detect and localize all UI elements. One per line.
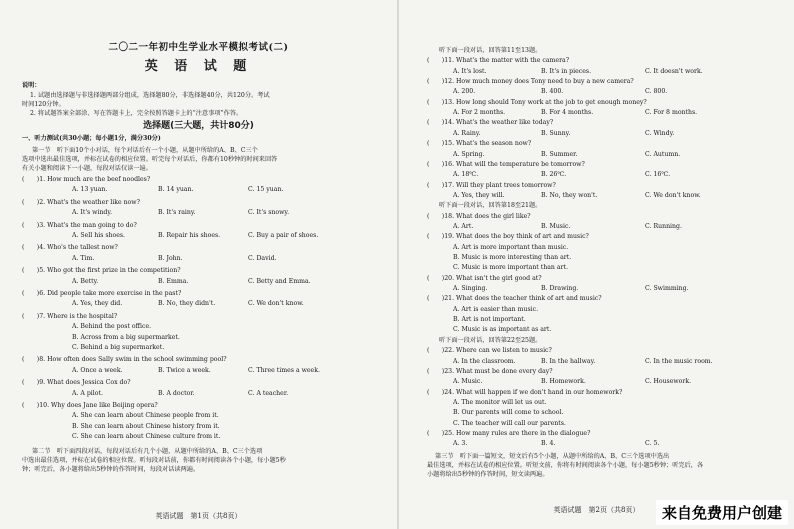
option-b: B. Music. <box>541 222 571 230</box>
question-text: ( )14. What's the weather like today? <box>427 119 554 127</box>
question-text: ( )11. What's the matter with the camera? <box>427 57 570 65</box>
part-heading: 一、听力测试(共30小题；每小题1分，满分30分) <box>22 135 161 142</box>
question-text: ( )16. What will the temperature be tomorrow? <box>427 160 585 168</box>
option-b: B. John. <box>158 254 183 262</box>
question-text: ( )18. What does the girl like? <box>427 212 531 220</box>
notes-heading: 说明： <box>22 82 41 89</box>
question-text: ( )12. How much money does Tony need to buy a new camera? <box>427 78 634 86</box>
instruction-line: 钟；听完后，各小题将给出5秒钟的作答时间，每段对话读两遍。 <box>22 465 200 473</box>
option-a: A. 200. <box>453 88 476 96</box>
instruction-line: 最佳选项，并标在试卷的相应位置。听短文前，你将有时间阅读各个小题，每小题5秒钟；听完后，各 <box>427 461 704 469</box>
question-text: ( )24. What will happen if we don't hand in our homework? <box>427 388 623 396</box>
option-b: B. Drawing. <box>541 285 579 293</box>
option-b: B. A doctor. <box>158 389 195 397</box>
option-c: C. Housework. <box>645 378 692 386</box>
question-text: ( )13. How long should Tony work at the job to get enough money? <box>427 98 647 106</box>
instruction-line: 小题将给出5秒钟的作答时间，短文读两遍。 <box>427 470 549 478</box>
page-footer: 英语试题 第1页（共8页） <box>155 512 242 520</box>
option-line: B. Music is more interesting than art. <box>453 254 572 261</box>
option-c: C. Swimming. <box>645 285 689 293</box>
option-a: A. Spring. <box>453 150 485 158</box>
option-b: B. Homework. <box>541 378 586 386</box>
option-line: B. Across from a big supermarket. <box>72 333 180 341</box>
exam-page-2 <box>399 0 794 529</box>
section-title: 选择题(三大题，共计80分) <box>143 121 254 131</box>
option-c: C. Three times a week. <box>248 366 320 374</box>
option-c: C. We don't know. <box>248 300 304 308</box>
question-text: ( )22. Where can we listen to music? <box>427 347 552 355</box>
option-a: A. Once a week. <box>72 366 123 374</box>
option-c: C. 16℃. <box>645 171 671 179</box>
option-c: C. David. <box>248 254 277 262</box>
option-line: C. Music is as important as art. <box>453 326 552 334</box>
option-line: B. Art is not important. <box>453 316 526 324</box>
subject-title: 英 语 试 题 <box>144 59 253 74</box>
option-a: A. Yes, they will. <box>453 191 505 199</box>
note-line: 时间120分钟。 <box>22 101 65 108</box>
option-a: A. Tim. <box>72 254 95 262</box>
option-line: A. The monitor will let us out. <box>453 398 547 406</box>
question-text: ( )15. What's the season now? <box>427 140 532 148</box>
option-c: C. Running. <box>645 222 682 230</box>
option-c: C. Buy a pair of shoes. <box>248 232 319 239</box>
question-text: ( )3. What's the man going to do? <box>22 221 137 229</box>
option-c: C. 800. <box>645 88 668 96</box>
option-line: A. Behind the post office. <box>72 323 152 331</box>
question-text: ( )25. How many rules are there in the dialogue? <box>427 429 591 437</box>
option-b: B. Emma. <box>158 277 189 285</box>
option-c: C. We don't know. <box>645 191 701 199</box>
option-a: A. In the classroom. <box>453 357 516 365</box>
option-line: C. Behind a big supermarket. <box>72 344 165 351</box>
option-a: A. A pilot. <box>72 389 103 397</box>
dialogue-instruction: 听下面一段对话，回答第22至25题。 <box>439 336 542 344</box>
option-c: C. In the music room. <box>645 357 713 365</box>
option-b: B. In the hallway. <box>541 357 596 365</box>
option-a: A. 18℃. <box>453 171 479 179</box>
option-a: A. For 2 months. <box>453 109 506 117</box>
option-c: C. Betty and Emma. <box>248 277 311 285</box>
instruction-line: 第一节 听下面10个小对话，每个对话后有一个小题，从题中所给的A、B、C三个 <box>32 147 258 154</box>
option-line: C. The teacher will call our parents. <box>453 419 566 427</box>
note-line: 2. 将试题答案全部涂、写在答题卡上，完全按照答题卡上的“注意事项”作答。 <box>30 110 243 117</box>
option-a: A. Rainy. <box>453 129 481 137</box>
option-b: B. 4. <box>541 440 556 448</box>
option-a: A. It's lost. <box>453 67 487 75</box>
option-b: B. No, they won't. <box>541 191 598 199</box>
option-a: A. It's windy. <box>72 209 113 217</box>
option-b: B. No, they didn't. <box>158 300 216 308</box>
question-text: ( )2. What's the weather like now? <box>22 198 140 206</box>
question-text: ( )7. Where is the hospital? <box>22 312 118 320</box>
option-c: C. A teacher. <box>248 389 289 397</box>
option-b: B. It's in pieces. <box>541 67 592 75</box>
page-footer: 英语试题 第2页（共8页） <box>553 506 640 514</box>
question-text: ( )23. What must be done every day? <box>427 367 553 375</box>
option-line: C. Music is more important than art. <box>453 264 568 272</box>
option-c: C. Autumn. <box>645 150 681 158</box>
option-line: A. Art is more important than music. <box>453 243 569 251</box>
question-text: ( )21. What does the teacher think of art and music? <box>427 295 602 303</box>
question-text: ( )8. How often does Sally swim in the school swimming pool? <box>22 356 227 364</box>
instruction-line: 第二节 听下面四段对话，每段对话后有几个小题，从题中所给的A、B、C三个选项 <box>32 447 263 455</box>
option-c: C. 15 yuan. <box>248 186 284 194</box>
option-c: C. Windy. <box>645 129 675 137</box>
dialogue-instruction: 听下面一段对话，回答第11至13题。 <box>439 47 542 54</box>
instruction-line: 选项中选出最佳选项，并标在试卷的相应位置。听完每个对话后，你都有10秒钟的时间来回答 <box>22 156 278 163</box>
option-line: B. She can learn about Chinese history from it. <box>72 422 220 430</box>
option-a: A. Betty. <box>72 277 99 285</box>
option-a: A. Music. <box>453 378 483 386</box>
option-line: A. She can learn about Chinese people from it. <box>72 412 219 420</box>
option-line: C. She can learn about Chinese culture from it. <box>72 433 221 441</box>
option-b: B. 26℃. <box>541 171 567 179</box>
question-text: ( )5. Who got the first prize in the competition? <box>22 267 181 275</box>
note-line: 1. 试题由选择题与非选择题两部分组成，选择题80分，非选择题40分，共120分。考试 <box>30 92 270 99</box>
watermark-label: 来自免费用户创建 <box>656 500 788 525</box>
question-text: ( )10. Why does Jane like Beijing opera? <box>22 402 158 409</box>
option-a: A. Yes, they did. <box>72 300 123 308</box>
option-c: C. For 8 months. <box>645 109 698 117</box>
question-text: ( )19. What does the boy think of art and music? <box>427 233 589 241</box>
instruction-line: 第三节 听下面一篇短文，短文后有5个小题，从题中所给的A、B、C三个选项中选出 <box>435 452 670 460</box>
option-a: A. Art. <box>453 222 474 230</box>
instruction-line: 有关小题和阅读下一小题，每段对话仅读一遍。 <box>22 165 152 172</box>
option-a: A. 3. <box>453 440 468 448</box>
option-c: C. 5. <box>645 440 660 448</box>
question-text: ( )1. How much are the beef noodles? <box>22 176 151 183</box>
option-a: A. 13 yuan. <box>72 186 108 194</box>
instruction-line: 中选出最佳选项，并标在试卷的相应位置。听每段对话前，你都有时间阅读各个小题，每小题5秒 <box>22 456 286 464</box>
question-text: ( )17. Will they plant trees tomorrow? <box>427 181 556 189</box>
option-a: A. Sell his shoes. <box>72 232 126 239</box>
dialogue-instruction: 听下面一段对话，回答第18至21题。 <box>439 202 542 210</box>
option-c: C. It doesn't work. <box>645 67 703 75</box>
option-line: A. Art is easier than music. <box>453 305 539 313</box>
question-text: ( )9. What does Jessica Cox do? <box>22 379 131 387</box>
option-b: B. For 4 months. <box>541 109 594 117</box>
option-b: B. It's rainy. <box>158 209 196 217</box>
option-b: B. Sunny. <box>541 129 571 137</box>
option-b: B. 14 yuan. <box>158 186 194 194</box>
question-text: ( )20. What isn't the girl good at? <box>427 274 542 282</box>
option-c: C. It's snowy. <box>248 209 290 217</box>
question-text: ( )6. Did people take more exercise in the past? <box>22 290 182 297</box>
option-b: B. Repair his shoes. <box>158 232 221 239</box>
option-b: B. Twice a week. <box>158 366 211 374</box>
exam-title: 二〇二一年初中生学业水平模拟考试(二) <box>108 42 289 53</box>
option-b: B. 400. <box>541 88 564 96</box>
option-b: B. Summer. <box>541 150 578 158</box>
option-line: B. Our parents will come to school. <box>453 409 564 417</box>
question-text: ( )4. Who's the tallest now? <box>22 244 118 252</box>
option-a: A. Singing. <box>453 285 488 293</box>
